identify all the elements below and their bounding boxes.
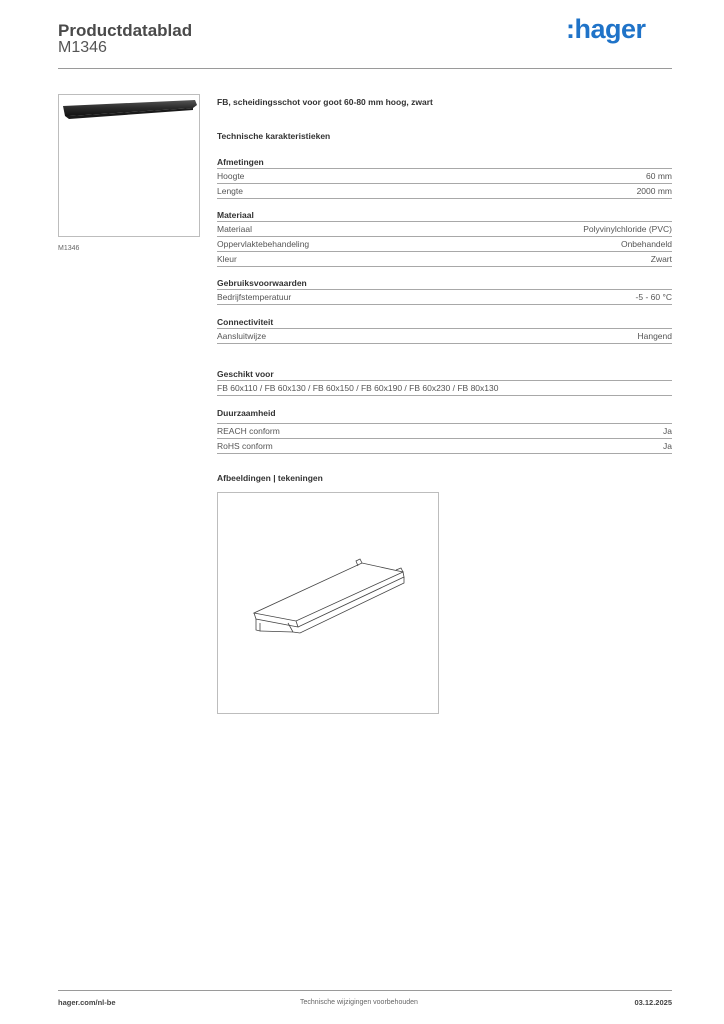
row-label: Lengte	[217, 186, 243, 196]
row-label: Aansluitwijze	[217, 331, 267, 341]
product-photo	[58, 94, 200, 237]
table-row	[217, 221, 672, 236]
footer-date: 03.12.2025	[634, 998, 672, 1007]
table-row	[217, 423, 672, 438]
row-label: FB 60x110 / FB 60x130 / FB 60x150 / FB 60x190 / FB 60x230 / FB 80x130	[217, 383, 499, 393]
spec-table-suitable-for	[217, 380, 672, 396]
header-divider	[58, 68, 672, 69]
row-value: Polyvinylchloride (PVC)	[583, 224, 672, 234]
article-number: M1346	[58, 39, 107, 56]
row-value: 2000 mm	[636, 186, 672, 196]
section-heading-conditions: Gebruiksvoorwaarden	[217, 278, 307, 288]
row-label: REACH conform	[217, 426, 280, 436]
images-heading: Afbeeldingen | tekeningen	[217, 473, 323, 483]
photo-caption: M1346	[58, 245, 80, 252]
row-value: -5 - 60 °C	[635, 292, 672, 302]
footer-website: hager.com/nl-be	[58, 998, 116, 1007]
table-row	[217, 438, 672, 454]
page-title: Productdatablad	[58, 21, 193, 40]
spec-table-conditions	[217, 289, 672, 305]
row-value: Zwart	[650, 254, 672, 264]
table-row	[217, 380, 672, 396]
table-row	[217, 168, 672, 183]
table-row	[217, 183, 672, 199]
row-label: Bedrijfstemperatuur	[217, 292, 292, 302]
table-row	[217, 236, 672, 251]
row-label: Materiaal	[217, 224, 252, 234]
section-heading-material: Materiaal	[217, 210, 254, 220]
spec-table-dimensions	[217, 168, 672, 199]
table-row	[217, 328, 672, 344]
technical-drawing	[217, 492, 439, 714]
section-heading-sustainability: Duurzaamheid	[217, 408, 276, 418]
table-row	[217, 251, 672, 267]
spec-table-connectivity	[217, 328, 672, 344]
row-value: Hangend	[637, 331, 672, 341]
row-value: Ja	[663, 441, 672, 451]
footer-divider	[58, 990, 672, 991]
hager-logo: :hager	[566, 14, 646, 44]
row-label: Oppervlaktebehandeling	[217, 239, 310, 249]
row-value: Ja	[663, 426, 672, 436]
partition-drawing	[218, 493, 438, 713]
partition-bar-image	[59, 95, 199, 236]
row-label: Hoogte	[217, 171, 245, 181]
spec-table-sustainability	[217, 423, 672, 454]
tech-heading: Technische karakteristieken	[217, 131, 331, 141]
footer-disclaimer: Technische wijzigingen voorbehouden	[300, 999, 418, 1006]
table-row	[217, 289, 672, 305]
spec-table-material	[217, 221, 672, 267]
section-heading-connectivity: Connectiviteit	[217, 317, 274, 327]
row-label: Kleur	[217, 254, 237, 264]
product-description: FB, scheidingsschot voor goot 60-80 mm hoog, zwart	[217, 97, 433, 107]
section-heading-dimensions: Afmetingen	[217, 157, 264, 167]
row-value: 60 mm	[646, 171, 672, 181]
row-label: RoHS conform	[217, 441, 273, 451]
row-value: Onbehandeld	[620, 239, 672, 249]
section-heading-suitable-for: Geschikt voor	[217, 369, 274, 379]
